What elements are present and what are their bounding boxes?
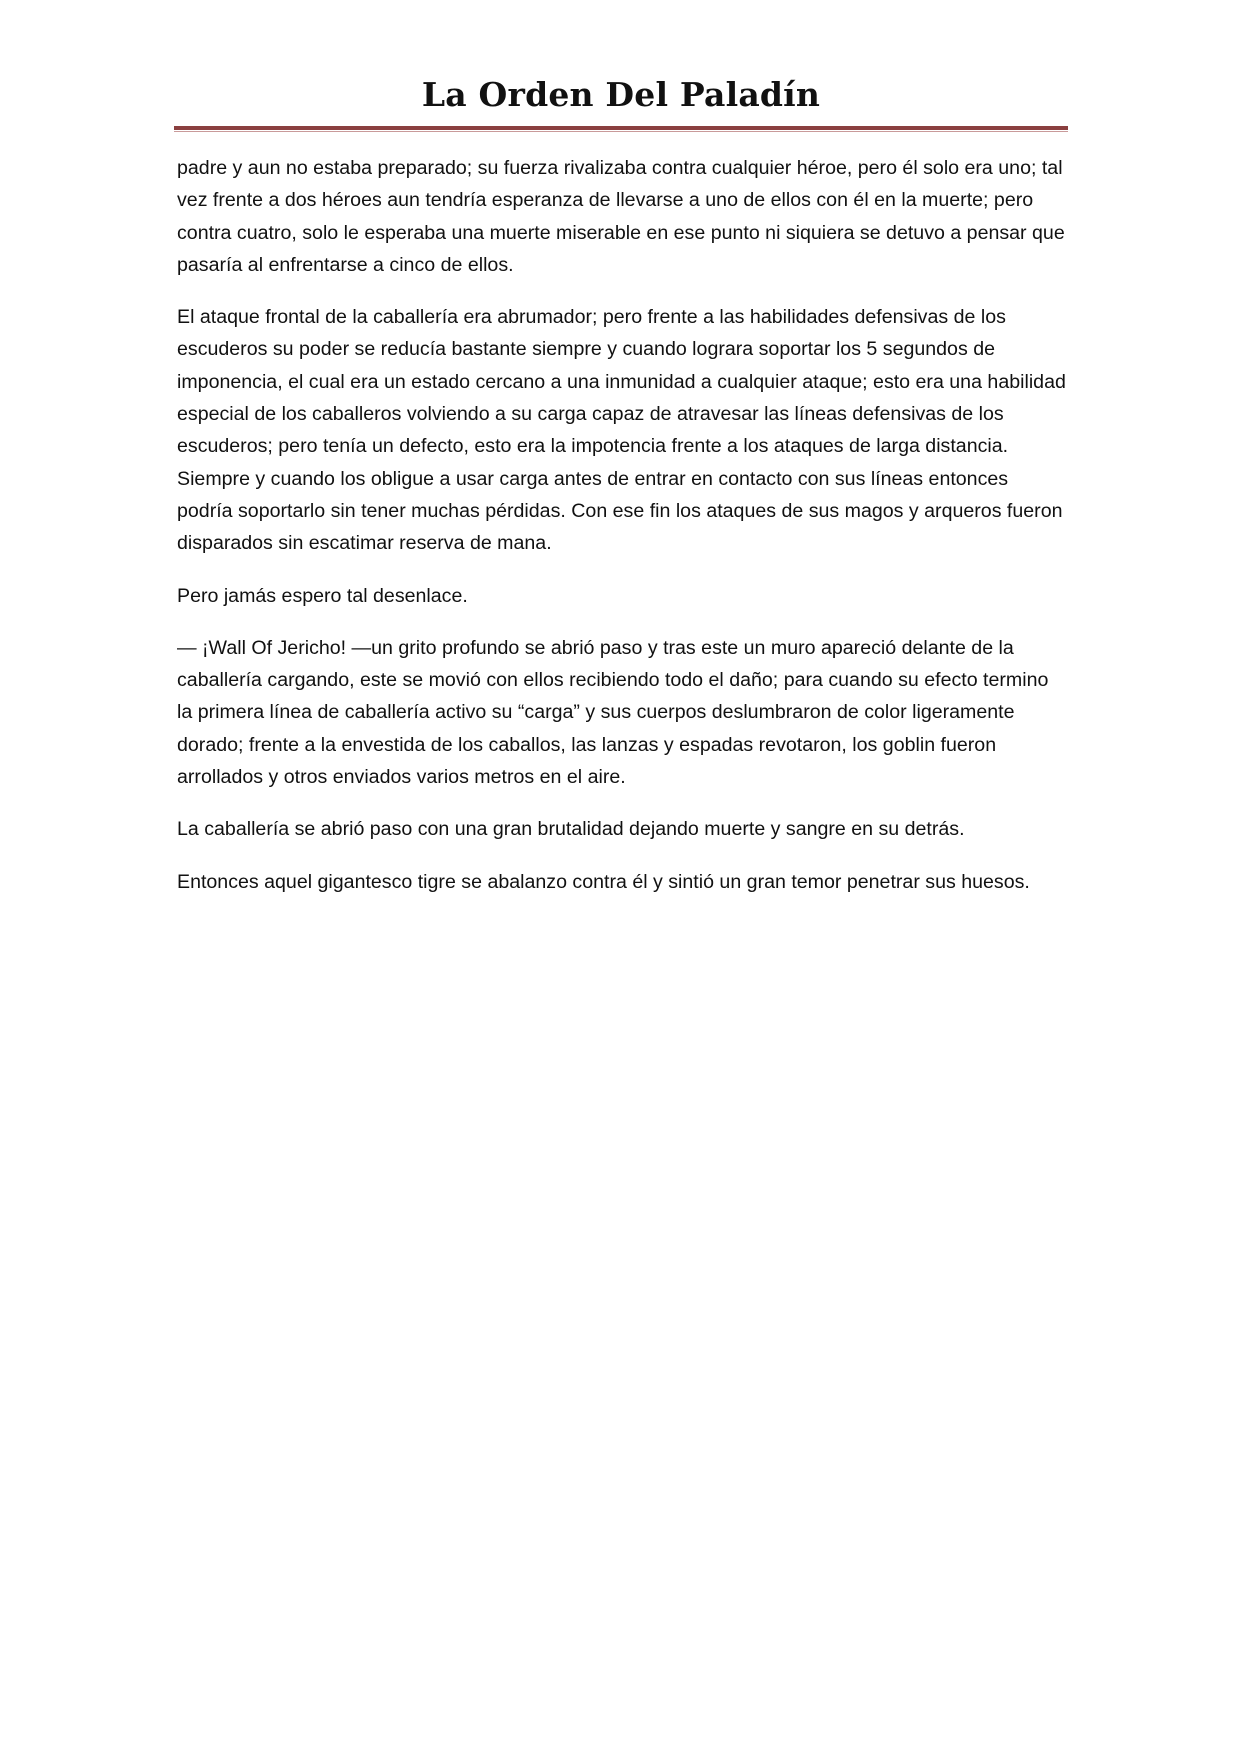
- paragraph-3: Pero jamás espero tal desenlace.: [177, 584, 468, 607]
- page-title: La Orden Del Paladín: [421, 75, 821, 114]
- paragraph-5: La caballería se abrió paso con una gran brutalidad dejando muerte y sangre en su detrás.: [177, 818, 965, 841]
- paragraph-6: Entonces aquel gigantesco tigre se abalanzo contra él y sintió un gran temor penetrar sus huesos.: [177, 870, 1030, 893]
- paragraph-1: padre y aun no estaba preparado; su fuerza rivalizaba contra cualquier héroe, pero él solo era uno; tal vez frente a dos héroes aun tendría esperanza de llevarse a uno de ellos con él en la muerte; pero contra cuatro, solo le esperaba una muerte miserable en ese punto ni siquiera se detuvo a pensar que pasaría al enfrentarse a cinco de ellos.: [177, 157, 1065, 276]
- page-header: [174, 70, 1068, 130]
- paragraph-2: El ataque frontal de la caballería era abrumador; pero frente a las habilidades defensivas de los escuderos su poder se reducía bastante siempre y cuando lograra soportar los 5 segundos de imponencia, el cual era un estado cercano a una inmunidad a cualquier ataque; esto era una habilidad especial de los caballeros volviendo a su carga capaz de atravesar las líneas defensivas de los escuderos; pero tenía un defecto, esto era la impotencia frente a los ataques de larga distancia. Siempre y cuando los obligue a usar carga antes de entrar en contacto con sus líneas entonces podría soportarlo sin tener muchas pérdidas. Con ese fin los ataques de sus magos y arqueros fueron disparados sin escatimar reserva de mana.: [177, 306, 1066, 555]
- paragraph-4: — ¡Wall Of Jericho! —un grito profundo se abrió paso y tras este un muro apareció delante de la caballería cargando, este se movió con ellos recibiendo todo el daño; para cuando su efecto termino la primera línea de caballería activo su “carga” y sus cuerpos deslumbraron de color ligeramente dorado; frente a la envestida de los caballos, las lanzas y espadas revotaron, los goblin fueron arrollados y otros enviados varios metros en el aire.: [177, 636, 1049, 789]
- header-rule: [174, 126, 1068, 130]
- document-body: [177, 152, 1067, 918]
